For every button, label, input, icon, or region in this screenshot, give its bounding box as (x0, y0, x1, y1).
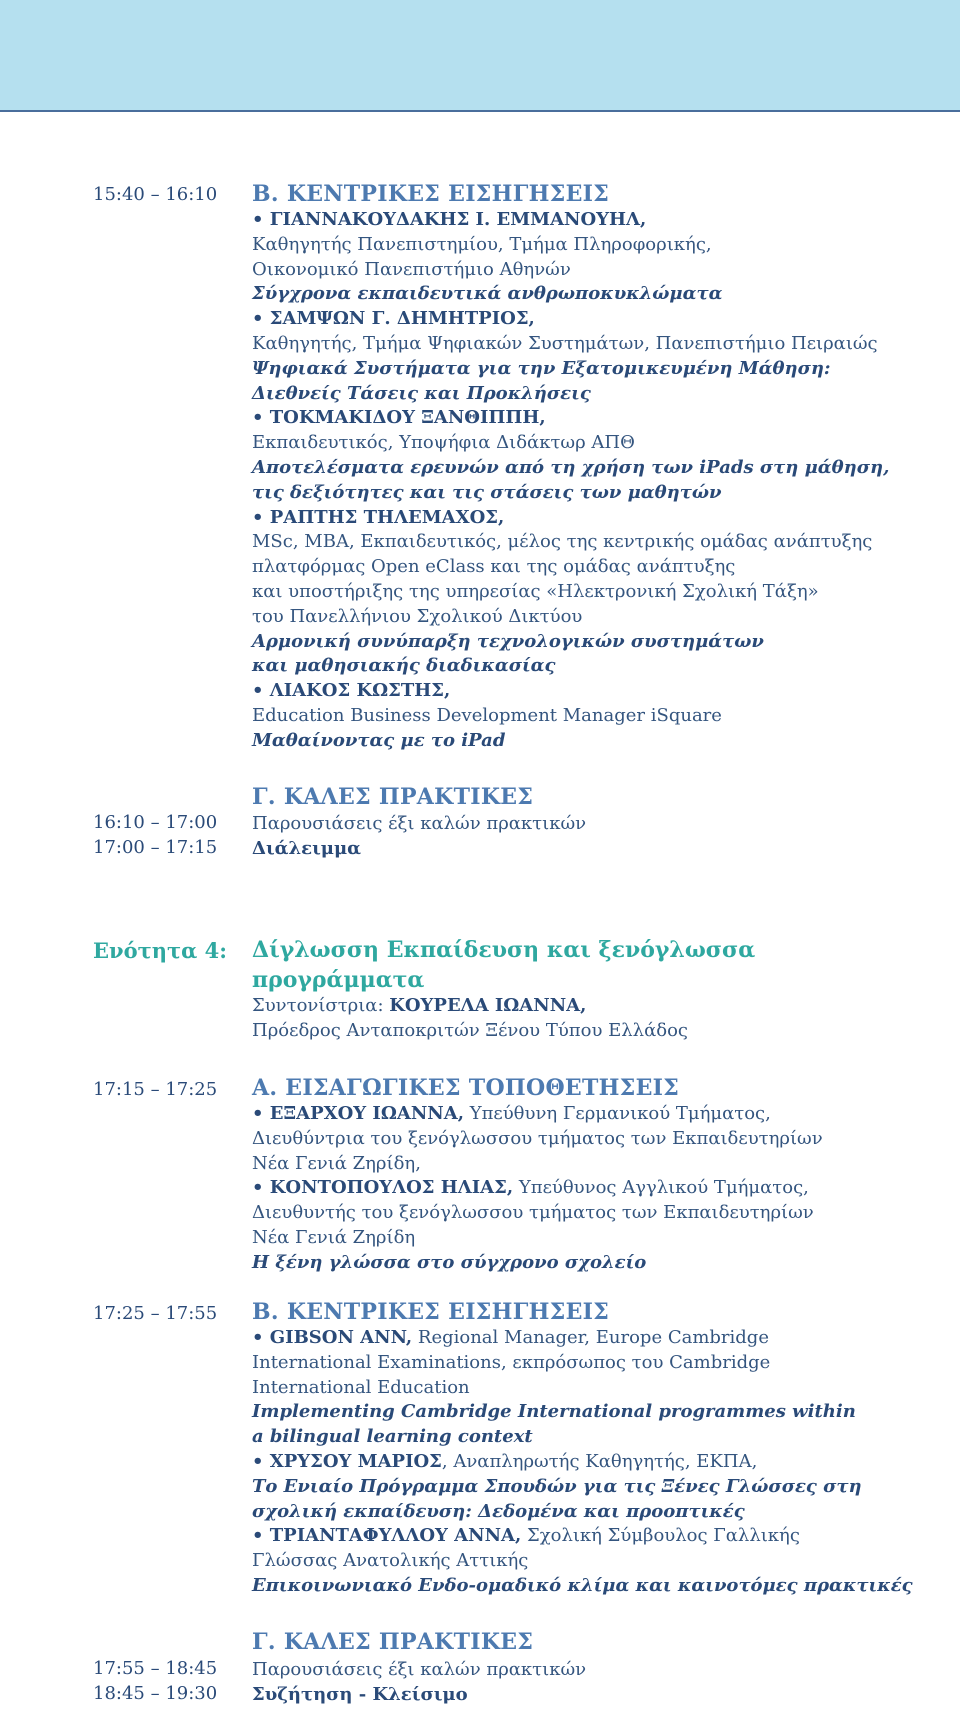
coordinator-prefix: Συντονίστρια: (252, 995, 390, 1016)
coordinator (252, 994, 586, 1018)
speaker-name: • ΕΞΑΡΧΟΥ ΙΩΑΝΝΑ, (252, 1103, 464, 1124)
talk-title: Η ξένη γλώσσα στο σύγχρονο σχολείο (252, 1252, 647, 1273)
time-slot: 16:10 – 17:00 (93, 812, 218, 833)
header-band (0, 0, 960, 112)
speaker-role: Γλώσσας Ανατολικής Αττικής (252, 1550, 529, 1571)
speaker-line (252, 1524, 800, 1548)
speaker-name: • ΧΡΥΣΟΥ ΜΑΡΙΟΣ (252, 1451, 442, 1472)
section-heading: Β. ΚΕΝΤΡΙΚΕΣ ΕΙΣΗΓΗΣΕΙΣ (252, 1299, 610, 1325)
speaker-affiliation: Καθηγητής, Τμήμα Ψηφιακών Συστημάτων, Πανεπιστήμιο Πειραιώς (252, 333, 878, 354)
talk-title: Implementing Cambridge International programmes within (252, 1401, 856, 1422)
talk-title: σχολική εκπαίδευση: Δεδομένα και προοπτικές (252, 1501, 745, 1522)
talk-title: Μαθαίνοντας με το iPad (252, 730, 506, 751)
section-heading: Α. ΕΙΣΑΓΩΓΙΚΕΣ ΤΟΠΟΘΕΤΗΣΕΙΣ (252, 1075, 680, 1101)
speaker-affiliation (252, 1351, 770, 1375)
speaker-affiliation (252, 1376, 470, 1400)
break-label: Διάλειμμα (252, 838, 362, 859)
speaker-name: • ΓΙΑΝΝΑΚΟΥΔΑΚΗΣ Ι. ΕΜΜΑΝΟΥΗΛ, (252, 209, 647, 230)
speaker-affiliation: και υποστήριξης της υπηρεσίας «Ηλεκτρονική Σχολική Τάξη» (252, 581, 819, 602)
speaker-affiliation: Οικονομικό Πανεπιστήμιο Αθηνών (252, 259, 571, 280)
speaker-affiliation: πλατφόρμας Open eClass και της ομάδας ανάπτυξης (252, 556, 736, 577)
unit-label: Ενότητα 4: (93, 938, 227, 963)
speaker-role: International Education (252, 1377, 470, 1398)
time-slot: 17:15 – 17:25 (93, 1079, 218, 1100)
unit-title: Δίγλωσση Εκπαίδευση και ξενόγλωσσα (252, 937, 756, 963)
speaker-line (252, 1102, 771, 1126)
time-slot: 17:00 – 17:15 (93, 837, 218, 858)
speaker-name: • GIBSON ANN, (252, 1327, 413, 1348)
speaker-name: • ΤΡΙΑΝΤΑΦΥΛΛΟΥ ΑΝΝΑ, (252, 1525, 522, 1546)
speaker-name: • ΛΙΑΚΟΣ ΚΩΣΤΗΣ, (252, 680, 451, 701)
speaker-name: • ΡΑΠΤΗΣ ΤΗΛΕΜΑΧΟΣ, (252, 507, 505, 528)
session-text: Παρουσιάσεις έξι καλών πρακτικών (252, 813, 587, 834)
speaker-line (252, 1326, 769, 1350)
speaker-role: Διευθυντής του ξενόγλωσσου τμήματος των Εκπαιδευτηρίων (252, 1202, 814, 1223)
talk-title: Επικοινωνιακό Ενδο-ομαδικό κλίμα και καινοτόμες πρακτικές (252, 1575, 913, 1596)
speaker-affiliation (252, 1201, 814, 1225)
session-text: Παρουσιάσεις έξι καλών πρακτικών (252, 1659, 587, 1680)
talk-title: a bilingual learning context (252, 1426, 533, 1447)
talk-title: Σύγχρονα εκπαιδευτικά ανθρωποκυκλώματα (252, 283, 723, 304)
talk-title: Ψηφιακά Συστήματα για την Εξατομικευμένη Μάθηση: (252, 358, 831, 379)
talk-title: Αρμονική συνύπαρξη τεχνολογικών συστημάτων (252, 631, 764, 652)
speaker-line (252, 1450, 757, 1474)
talk-title: Το Ενιαίο Πρόγραμμα Σπουδών για τις Ξένες Γλώσσες στη (252, 1476, 862, 1497)
speaker-line (252, 1176, 809, 1200)
talk-title: τις δεξιότητες και τις στάσεις των μαθητών (252, 482, 722, 503)
closing-label: Συζήτηση - Κλείσιμο (252, 1684, 468, 1705)
time-slot: 17:55 – 18:45 (93, 1658, 218, 1679)
talk-title: Διεθνείς Τάσεις και Προκλήσεις (252, 383, 591, 404)
section-heading: Β. ΚΕΝΤΡΙΚΕΣ ΕΙΣΗΓΗΣΕΙΣ (252, 181, 610, 207)
speaker-role: Νέα Γενιά Ζηρίδη (252, 1227, 416, 1248)
speaker-name: • ΚΟΝΤΟΠΟΥΛΟΣ ΗΛΙΑΣ, (252, 1177, 514, 1198)
speaker-role: Σχολική Σύμβουλος Γαλλικής (521, 1525, 800, 1546)
time-slot: 17:25 – 17:55 (93, 1303, 218, 1324)
unit-title-cont: προγράμματα (252, 967, 425, 993)
speaker-role: Regional Manager, Europe Cambridge (412, 1327, 769, 1348)
speaker-affiliation (252, 1127, 823, 1151)
speaker-role: Νέα Γενιά Ζηρίδη, (252, 1153, 421, 1174)
speaker-name: • ΤΟΚΜΑΚΙΔΟΥ ΞΑΝΘΙΠΠΗ, (252, 407, 546, 428)
speaker-affiliation: MSc, MBA, Εκπαιδευτικός, μέλος της κεντρικής ομάδας ανάπτυξης (252, 531, 873, 552)
speaker-role: , Αναπληρωτής Καθηγητής, ΕΚΠΑ, (441, 1451, 758, 1472)
speaker-role: Υπεύθυνη Γερμανικού Τμήματος, (463, 1103, 771, 1124)
section-heading: Γ. ΚΑΛΕΣ ΠΡΑΚΤΙΚΕΣ (252, 784, 534, 810)
speaker-affiliation: του Πανελλήνιου Σχολικού Δικτύου (252, 606, 583, 627)
speaker-affiliation (252, 1152, 421, 1176)
speaker-affiliation: Education Business Development Manager iSquare (252, 705, 722, 726)
talk-title: Αποτελέσματα ερευνών από τη χρήση των iPads στη μάθηση, (252, 457, 890, 478)
time-slot: 15:40 – 16:10 (93, 184, 218, 205)
coordinator-name: ΚΟΥΡΕΛΑ ΙΩΑΝΝΑ, (389, 995, 587, 1016)
section-heading: Γ. ΚΑΛΕΣ ΠΡΑΚΤΙΚΕΣ (252, 1629, 534, 1655)
speaker-role: Διευθύντρια του ξενόγλωσσου τμήματος των Εκπαιδευτηρίων (252, 1128, 823, 1149)
speaker-affiliation: Καθηγητής Πανεπιστημίου, Τμήμα Πληροφορικής, (252, 234, 712, 255)
time-slot: 18:45 – 19:30 (93, 1683, 218, 1704)
speaker-affiliation (252, 1549, 528, 1573)
speaker-name: • ΣΑΜΨΩΝ Γ. ΔΗΜΗΤΡΙΟΣ, (252, 308, 535, 329)
speaker-affiliation (252, 1226, 415, 1250)
speaker-role: International Examinations, εκπρόσωπος του Cambridge (252, 1352, 771, 1373)
coordinator-role: Πρόεδρος Ανταποκριτών Ξένου Τύπου Ελλάδος (252, 1020, 688, 1041)
speaker-role: Υπεύθυνος Αγγλικού Τμήματος, (513, 1177, 809, 1198)
speaker-affiliation: Εκπαιδευτικός, Υποψήφια Διδάκτωρ ΑΠΘ (252, 432, 635, 453)
talk-title: και μαθησιακής διαδικασίας (252, 655, 556, 676)
